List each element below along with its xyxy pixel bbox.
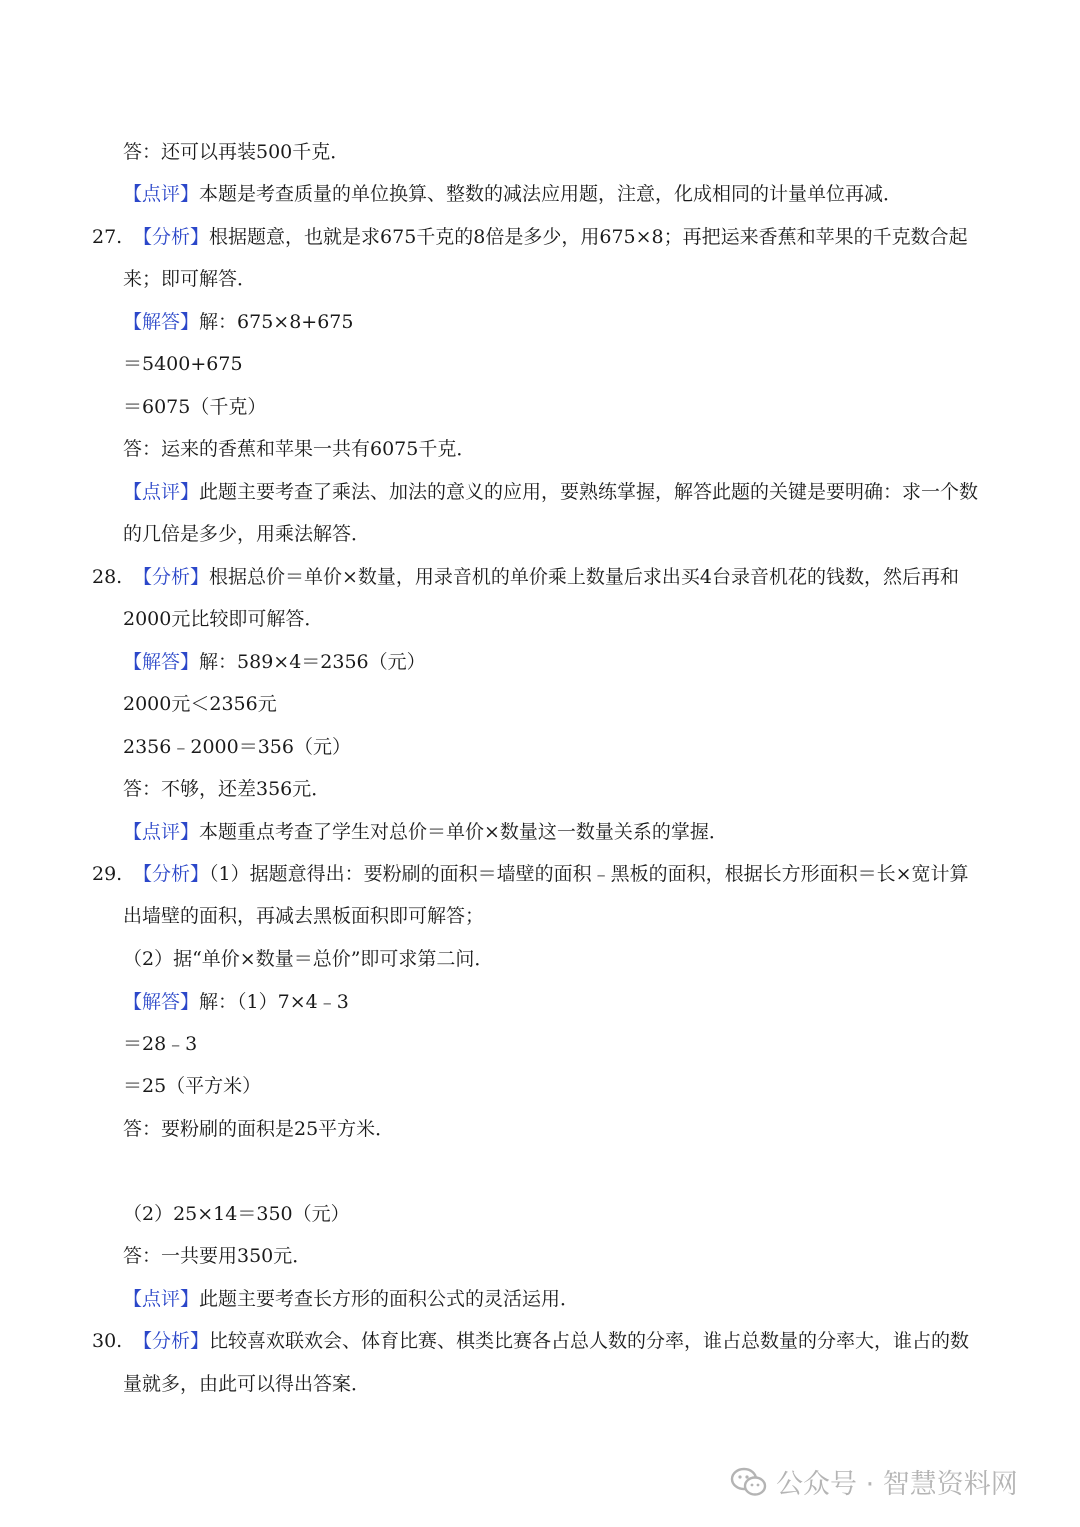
section-tag: 【分析】	[133, 566, 210, 588]
question-number: 27.	[92, 226, 123, 248]
line-text: 的几倍是多少，用乘法解答．	[123, 523, 371, 545]
line-content	[123, 649, 426, 675]
line-text: ＝25（平方米）	[123, 1075, 262, 1097]
question-number: 30.	[92, 1330, 123, 1352]
line-content	[123, 734, 351, 760]
line-text: 答：不够，还差356元．	[123, 778, 331, 800]
line-text: 此题主要考查了乘法、加法的意义的应用，要熟练掌握，解答此题的关键是要明确：求一个数	[199, 481, 979, 503]
line-text: 根据题意，也就是求675千克的8倍是多少，用675×8；再把运来香蕉和苹果的千克数合起	[209, 226, 968, 248]
line-text: 量就多，由此可以得出答案．	[123, 1373, 371, 1395]
line-content	[133, 1328, 969, 1354]
line-text: （2）据“单价×数量＝总价”即可求第二问．	[123, 948, 494, 970]
line-content	[123, 1031, 197, 1057]
line-content	[123, 1201, 350, 1227]
line-content	[123, 989, 349, 1015]
section-tag: 【点评】	[123, 821, 200, 843]
line-text: 答：还可以再装500千克．	[123, 141, 350, 163]
line-text: 解：589×4＝2356（元）	[199, 651, 426, 673]
line-text: ＝28﹣3	[123, 1033, 198, 1055]
section-tag: 【点评】	[123, 481, 200, 503]
section-tag: 【分析】	[133, 1330, 210, 1352]
line-content	[123, 521, 370, 547]
line-text: 根据总价＝单价×数量，用录音机的单价乘上数量后求出买4台录音机花的钱数，然后再和	[209, 566, 960, 588]
line-text: 比较喜欢联欢会、体育比赛、棋类比赛各占总人数的分率，谁占总数量的分率大，谁占的数	[209, 1330, 970, 1352]
section-tag: 【解答】	[123, 991, 200, 1013]
section-tag: 【分析】	[133, 863, 210, 885]
line-text: （2）25×14＝350（元）	[123, 1203, 350, 1225]
line-content	[123, 1073, 261, 1099]
line-content	[123, 309, 353, 335]
line-text: ＝6075（千克）	[123, 396, 267, 418]
section-tag: 【分析】	[133, 226, 210, 248]
line-content	[133, 564, 959, 590]
line-text: 解：675×8+675	[199, 311, 354, 333]
line-text: 来；即可解答．	[123, 268, 257, 290]
line-content	[123, 436, 475, 462]
line-content	[133, 224, 968, 250]
watermark-text: 公众号 · 智慧资料网	[776, 1469, 1018, 1500]
line-text: 出墙壁的面积，再减去黑板面积即可解答；	[123, 905, 485, 927]
line-content	[123, 1243, 311, 1269]
line-content	[123, 946, 493, 972]
line-content	[123, 1371, 370, 1397]
line-text: 本题重点考查了学生对总价＝单价×数量这一数量关系的掌握．	[199, 821, 728, 843]
watermark	[730, 1462, 1018, 1501]
line-text: 答：要粉刷的面积是25平方米．	[123, 1118, 395, 1140]
line-content	[123, 691, 277, 717]
line-content	[123, 266, 256, 292]
question-number: 28.	[92, 566, 123, 588]
line-content	[123, 139, 349, 165]
line-text: 此题主要考查长方形的面积公式的灵活运用．	[199, 1288, 580, 1310]
line-text: 2000元＜2356元	[123, 693, 277, 715]
question-number: 29.	[92, 863, 123, 885]
section-tag: 【解答】	[123, 651, 200, 673]
line-text: 答：运来的香蕉和苹果一共有6075千克．	[123, 438, 476, 460]
line-content	[123, 479, 978, 505]
line-text: ＝5400+675	[123, 353, 243, 375]
wechat-icon	[730, 1467, 768, 1497]
line-content	[123, 606, 323, 632]
line-content	[123, 351, 243, 377]
section-tag: 【点评】	[123, 183, 200, 205]
line-text: 答：一共要用350元．	[123, 1245, 312, 1267]
section-tag: 【解答】	[123, 311, 200, 333]
line-content	[123, 1116, 394, 1142]
line-text: 解：（1）7×4﹣3	[199, 991, 349, 1013]
line-content	[123, 819, 728, 845]
line-text: 2000元比较即可解答．	[123, 608, 324, 630]
line-content	[133, 861, 969, 887]
line-text: （1）据题意得出：要粉刷的面积＝墙壁的面积﹣黑板的面积，根据长方形面积＝长×宽计算	[209, 863, 969, 885]
line-content	[123, 903, 484, 929]
line-content	[123, 1286, 579, 1312]
line-text: 本题是考查质量的单位换算、整数的减法应用题，注意，化成相同的计量单位再减．	[199, 183, 903, 205]
line-content	[123, 776, 330, 802]
line-content	[123, 394, 266, 420]
line-text: 2356﹣2000＝356（元）	[123, 736, 351, 758]
section-tag: 【点评】	[123, 1288, 200, 1310]
line-content	[123, 181, 902, 207]
